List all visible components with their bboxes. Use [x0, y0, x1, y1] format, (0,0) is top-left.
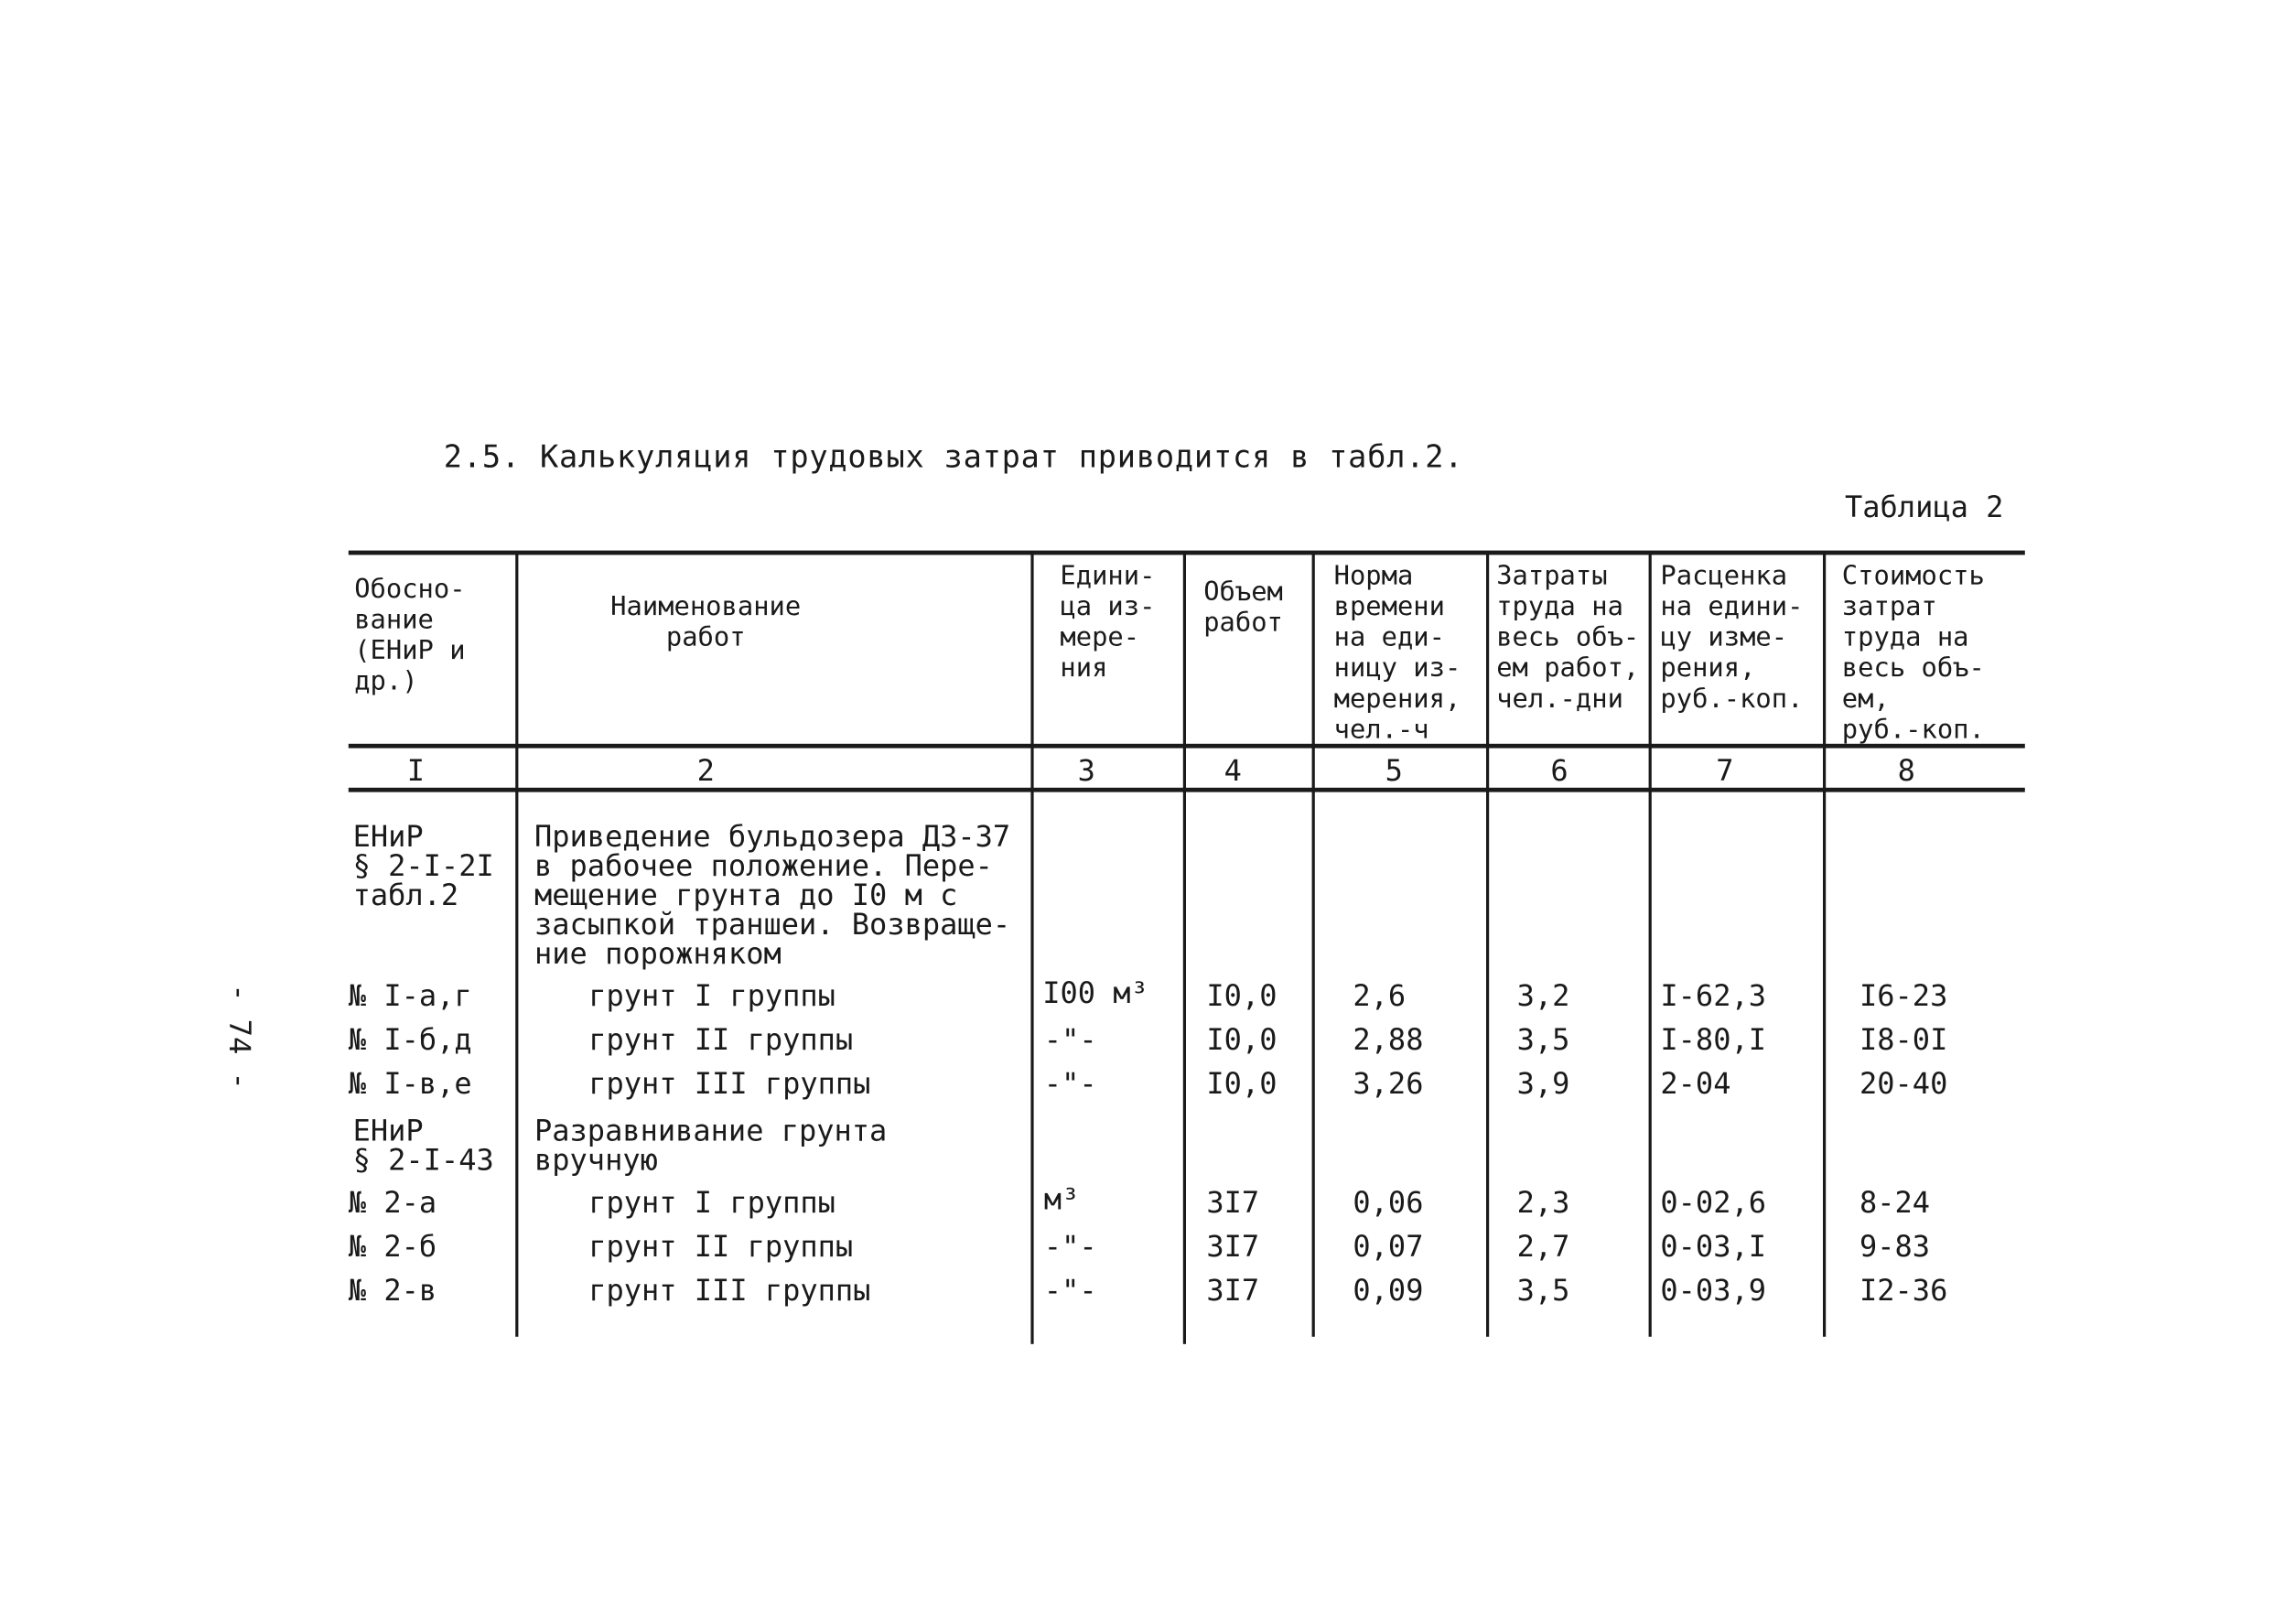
column-number: 5	[1385, 752, 1403, 788]
row-work-name: грунт II группы	[588, 1228, 854, 1264]
row-cost: I8-0I	[1859, 1021, 1948, 1058]
column-number: 8	[1897, 752, 1915, 788]
row-basis: № 2-а	[348, 1184, 437, 1220]
row-cost: I6-23	[1859, 977, 1948, 1014]
table-top-rule	[349, 551, 2025, 555]
column-number: 7	[1716, 752, 1734, 788]
row-volume: 3I7	[1206, 1272, 1260, 1308]
column-divider	[1486, 554, 1488, 1337]
header-time-norm: Норма времени на еди- ницу из- мерения, чел.-ч	[1333, 560, 1461, 746]
row-labor: 3,5	[1516, 1272, 1570, 1308]
row-cost: 8-24	[1859, 1184, 1931, 1220]
column-divider	[1183, 554, 1185, 1344]
row-cost: 9-83	[1859, 1228, 1931, 1264]
row-basis: № I-б,д	[348, 1021, 472, 1058]
row-volume: I0,0	[1206, 1065, 1277, 1102]
column-divider	[1649, 554, 1651, 1337]
row-labor: 3,9	[1516, 1065, 1570, 1102]
row-volume: I0,0	[1206, 977, 1277, 1014]
row-time-norm: 0,09	[1353, 1272, 1424, 1308]
header-unit: Едини- ца из- мере- ния	[1060, 560, 1156, 684]
row-labor: 3,2	[1516, 977, 1570, 1014]
row-basis: № I-в,е	[348, 1065, 472, 1102]
column-divider	[515, 554, 517, 1337]
row-unit: -"-	[1043, 1228, 1097, 1264]
header-labor: Затраты труда на весь объ- ем работ, чел.-дни	[1496, 560, 1640, 715]
row-basis: № I-а,г	[348, 977, 472, 1014]
row-basis: № 2-в	[348, 1272, 437, 1308]
row-work-name: грунт III группы	[588, 1272, 871, 1308]
row-work-name: грунт I группы	[588, 977, 835, 1014]
row-work-name: грунт III группы	[588, 1065, 871, 1102]
row-basis: № 2-б	[348, 1228, 437, 1264]
row-rate: I-62,3	[1660, 977, 1766, 1014]
row-rate: 2-04	[1660, 1065, 1731, 1102]
row-unit: -"-	[1043, 1021, 1097, 1058]
row-time-norm: 3,26	[1353, 1065, 1424, 1102]
row-volume: 3I7	[1206, 1228, 1260, 1264]
header-basis: Обосно- вание (ЕНиР и др.)	[354, 574, 466, 697]
row-volume: I0,0	[1206, 1021, 1277, 1058]
row-unit: -"-	[1043, 1065, 1097, 1102]
column-number: 3	[1077, 752, 1095, 788]
row-rate: I-80,I	[1660, 1021, 1766, 1058]
row-cost: I2-36	[1859, 1272, 1948, 1308]
header-cost: Стоимость затрат труда на весь объ- ем, руб.-коп.	[1841, 560, 1985, 746]
row-labor: 2,7	[1516, 1228, 1570, 1264]
column-divider	[1030, 554, 1032, 1344]
column-number: 4	[1223, 752, 1242, 788]
column-divider	[1823, 554, 1825, 1337]
row-cost: 20-40	[1859, 1065, 1948, 1102]
header-work-name: Наименование работ	[610, 591, 802, 653]
column-number-rule	[349, 788, 2025, 792]
row-work-name: грунт I группы	[588, 1184, 835, 1220]
column-divider	[1312, 554, 1314, 1337]
column-number: 2	[696, 752, 715, 788]
column-number: I	[406, 752, 426, 788]
row-labor: 3,5	[1516, 1021, 1570, 1058]
section-work-name: Приведение бульдозера ДЗ-37 в рабочее положение. Пере- мещение грунта до I0 м с засыпкой траншеи. Возвраще- ние порожняком	[534, 818, 1011, 971]
section-basis: ЕНиР § 2-I-2I табл.2	[352, 818, 494, 912]
column-number: 6	[1550, 752, 1568, 788]
header-bottom-rule	[349, 744, 2025, 749]
section-heading: 2.5. Калькуляция трудовых затрат приводится в табл.2.	[443, 439, 1464, 475]
row-volume: 3I7	[1206, 1184, 1260, 1220]
row-rate: 0-03,I	[1660, 1228, 1766, 1264]
header-volume: Объем работ	[1203, 576, 1283, 639]
row-time-norm: 2,88	[1353, 1021, 1424, 1058]
row-work-name: грунт II группы	[588, 1021, 854, 1058]
row-rate: 0-03,9	[1660, 1272, 1766, 1308]
row-unit: -"-	[1043, 1272, 1097, 1308]
section-basis: ЕНиР § 2-I-43	[352, 1113, 494, 1178]
row-unit: I00 м³	[1042, 975, 1148, 1010]
row-unit: м³	[1043, 1181, 1080, 1217]
table-label: Таблица 2	[1845, 489, 2004, 524]
section-work-name: Разравнивание грунта вручную	[534, 1113, 888, 1178]
header-rate: Расценка на едини- цу изме- рения, руб.-коп.	[1660, 560, 1804, 715]
row-time-norm: 0,07	[1353, 1228, 1424, 1264]
page-number: - 74 -	[222, 984, 258, 1090]
row-labor: 2,3	[1516, 1184, 1570, 1220]
row-time-norm: 2,6	[1353, 977, 1407, 1014]
row-time-norm: 0,06	[1353, 1184, 1424, 1220]
row-rate: 0-02,6	[1660, 1184, 1766, 1220]
